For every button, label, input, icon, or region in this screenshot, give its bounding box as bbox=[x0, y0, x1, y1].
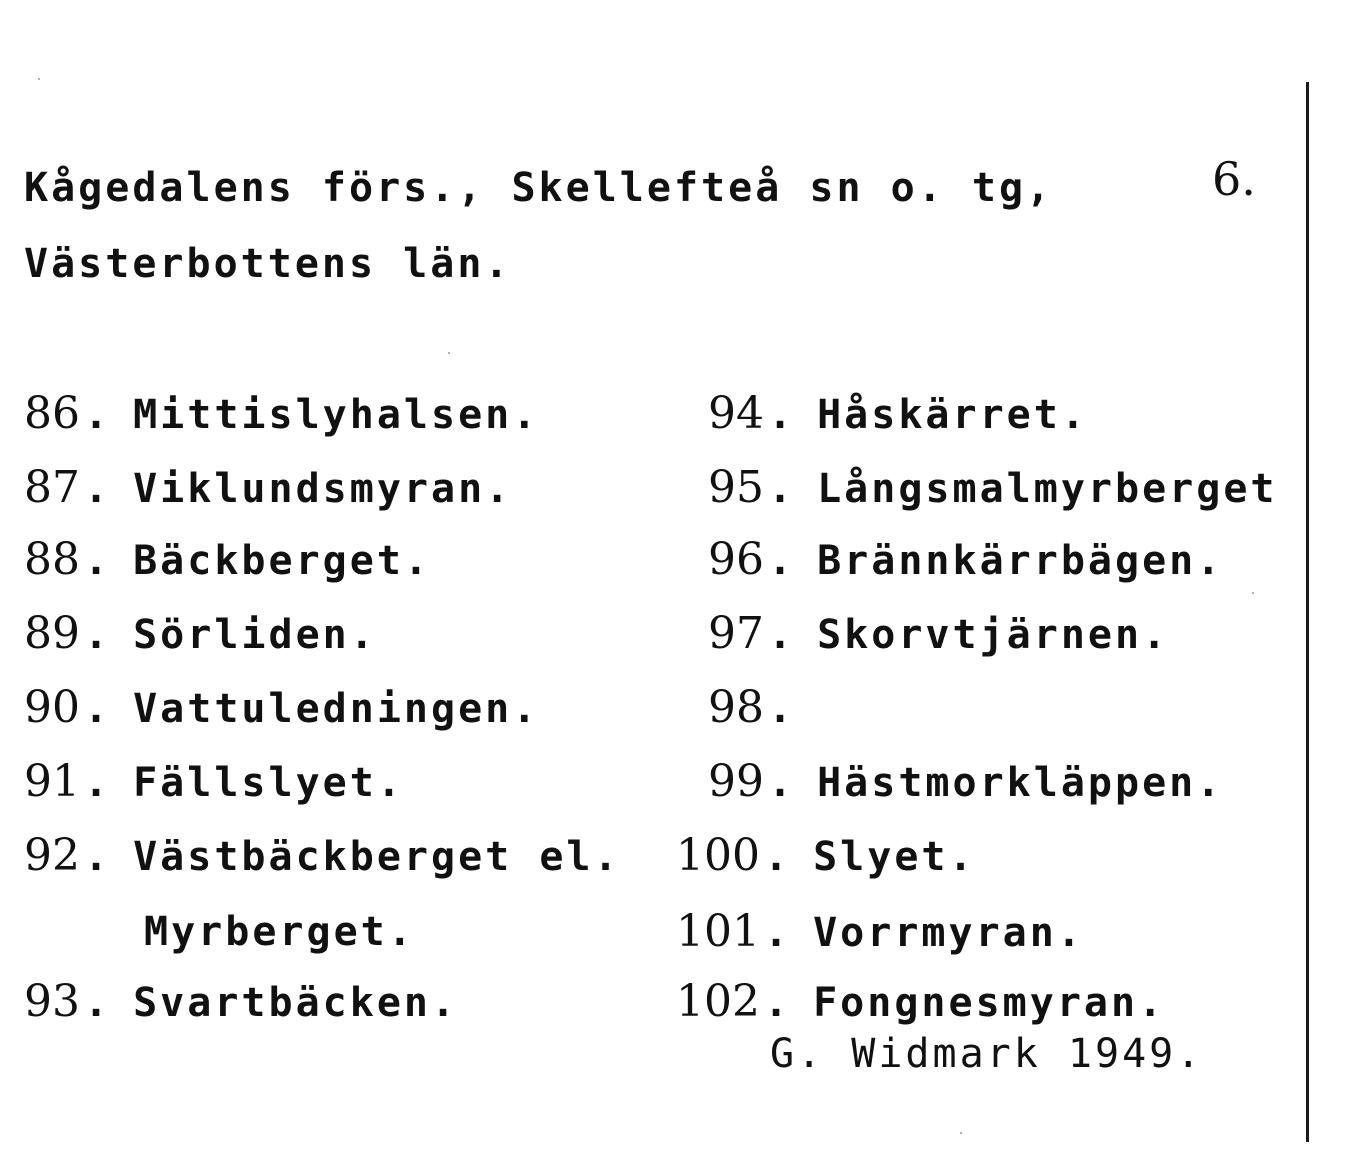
list-item: 86 . Mittislyhalsen. bbox=[24, 388, 540, 439]
entry-number: 92 bbox=[24, 830, 80, 881]
entry-number: 95 bbox=[708, 462, 764, 513]
list-item: 97 . Skorvtjärnen. bbox=[708, 608, 1170, 659]
entry-number: 101 bbox=[676, 906, 760, 957]
entry-number: 100 bbox=[676, 830, 760, 881]
card-number: 6. bbox=[1212, 152, 1256, 206]
place-name: Myrberget. bbox=[144, 909, 415, 955]
place-name: Fongnesmyran. bbox=[813, 980, 1166, 1026]
place-name: Brännkärrbägen. bbox=[817, 538, 1224, 584]
list-item: 95 . Långsmalmyrberget bbox=[708, 462, 1278, 513]
list-item: 90 . Vattuledningen. bbox=[24, 682, 540, 733]
entry-number: 87 bbox=[24, 462, 80, 513]
entry-number: 97 bbox=[708, 608, 764, 659]
place-name: Skorvtjärnen. bbox=[817, 612, 1170, 658]
entry-number: 98 bbox=[708, 682, 764, 733]
list-item: 94 . Håskärret. bbox=[708, 388, 1088, 439]
signature: G. Widmark 1949. bbox=[770, 1031, 1204, 1077]
list-item: 99 . Hästmorkläppen. bbox=[708, 756, 1224, 807]
header-county: Västerbottens län. bbox=[24, 241, 512, 287]
place-name: Hästmorkläppen. bbox=[817, 760, 1224, 806]
place-name: Bäckberget. bbox=[133, 538, 431, 584]
list-item: 88 . Bäckberget. bbox=[24, 534, 431, 585]
list-item: 101 . Vorrmyran. bbox=[676, 906, 1084, 957]
list-item: 91 . Fällslyet. bbox=[24, 756, 404, 807]
list-item: 93 . Svartbäcken. bbox=[24, 976, 459, 1027]
place-name: Sörliden. bbox=[133, 612, 377, 658]
list-item: 102 . Fongnesmyran. bbox=[676, 976, 1166, 1027]
list-item: 87 . Viklundsmyran. bbox=[24, 462, 513, 513]
place-name: Viklundsmyran. bbox=[133, 466, 513, 512]
entry-number: 91 bbox=[24, 756, 80, 807]
place-name: Mittislyhalsen. bbox=[133, 392, 540, 438]
paper-speck bbox=[1252, 592, 1254, 594]
place-name: Fällslyet. bbox=[133, 760, 404, 806]
list-item: 100 . Slyet. bbox=[676, 830, 976, 881]
list-item: 89 . Sörliden. bbox=[24, 608, 377, 659]
list-item: 92 . Västbäckberget el. bbox=[24, 830, 621, 881]
list-item: 96 . Brännkärrbägen. bbox=[708, 534, 1224, 585]
entry-number: 96 bbox=[708, 534, 764, 585]
place-name: Långsmalmyrberget bbox=[817, 466, 1278, 512]
card-right-edge bbox=[1306, 82, 1309, 1142]
place-name: Vorrmyran. bbox=[813, 910, 1084, 956]
place-name: Håskärret. bbox=[817, 392, 1088, 438]
entry-number: 99 bbox=[708, 756, 764, 807]
list-item-continuation bbox=[144, 909, 415, 955]
place-name: Slyet. bbox=[813, 834, 976, 880]
entry-number: 90 bbox=[24, 682, 80, 733]
entry-number: 93 bbox=[24, 976, 80, 1027]
entry-number: 89 bbox=[24, 608, 80, 659]
place-name: Svartbäcken. bbox=[133, 980, 459, 1026]
list-item: 98 . bbox=[708, 682, 796, 733]
paper-speck bbox=[448, 352, 450, 354]
paper-speck bbox=[38, 78, 40, 80]
place-name: Västbäckberget el. bbox=[133, 834, 621, 880]
entry-number: 94 bbox=[708, 388, 764, 439]
header-locality: Kågedalens förs., Skellefteå sn o. tg, bbox=[24, 165, 1054, 211]
entry-number: 102 bbox=[676, 976, 760, 1027]
entry-number: 86 bbox=[24, 388, 80, 439]
entry-number: 88 bbox=[24, 534, 80, 585]
paper-speck bbox=[960, 1132, 962, 1134]
place-name: Vattuledningen. bbox=[133, 686, 540, 732]
